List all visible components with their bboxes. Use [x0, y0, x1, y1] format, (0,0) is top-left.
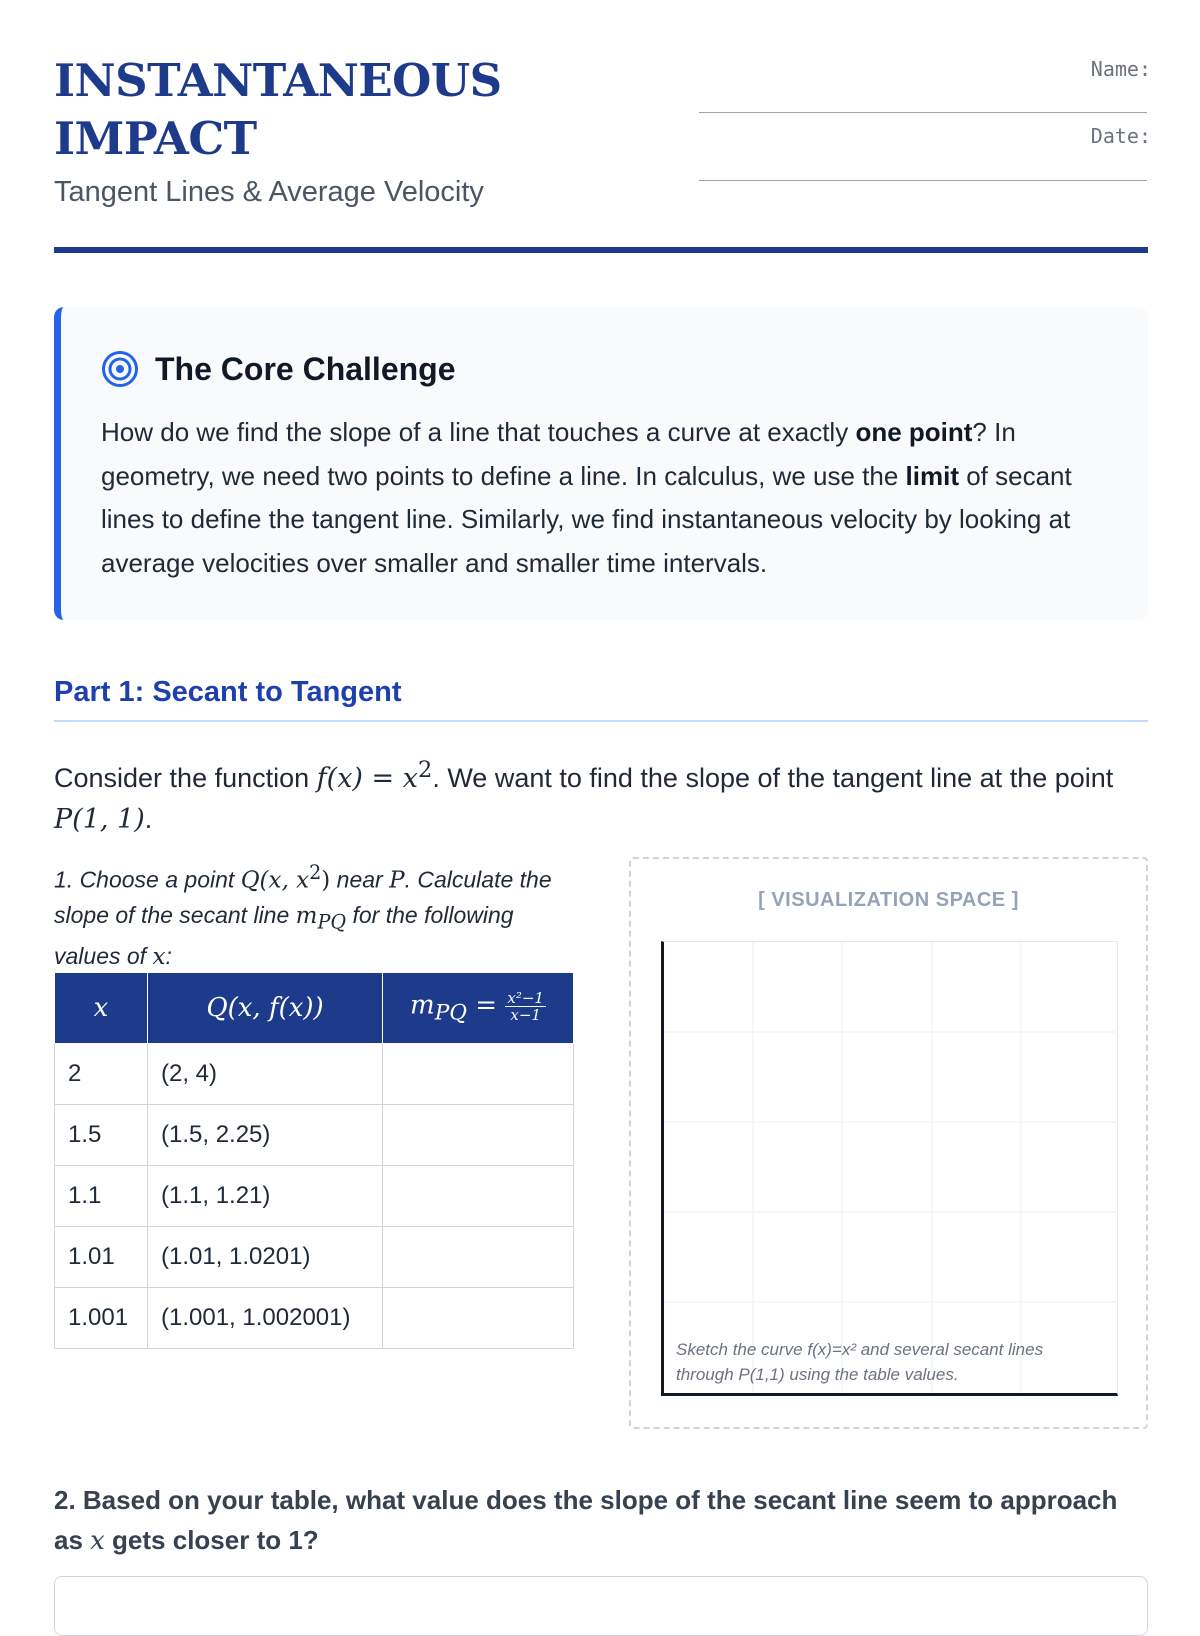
title-line-1: INSTANTANEOUS — [54, 54, 502, 107]
target-icon — [101, 350, 139, 388]
q1-text-5: : — [165, 943, 172, 970]
cell-point-q: (1.001, 1.002001) — [148, 1288, 383, 1349]
part-1-divider — [54, 720, 1148, 722]
cell-x: 2 — [55, 1044, 148, 1105]
callout-text-3: of secant lines to define the tangent line. Similarly, we find instantaneous velocity by looking at average velocities over smaller and smaller time intervals. — [101, 460, 1072, 578]
intro-text-3: . — [144, 804, 153, 834]
callout-title: The Core Challenge — [155, 350, 456, 387]
question-2-answer-box[interactable] — [54, 1576, 1148, 1636]
intro-text-1: Consider the function — [54, 763, 317, 793]
date-label: Date: — [1090, 124, 1151, 148]
q1-text-2: near — [330, 866, 390, 893]
column-header-q: Q(x, f(x)) — [148, 973, 383, 1044]
table-row — [55, 1044, 574, 1105]
part-1-heading: Part 1: Secant to Tangent — [54, 676, 402, 708]
sketch-instructions: Sketch the curve f(x)=x² and several secant lines through P(1,1) using the table values. — [676, 1340, 1044, 1384]
slope-header-equals: = — [467, 990, 506, 1021]
worksheet-subtitle: Tangent Lines & Average Velocity — [54, 176, 484, 208]
table-row — [55, 1288, 574, 1349]
q1-variable-x: x — [152, 944, 166, 971]
slope-formula-numerator: x²−1 — [507, 989, 544, 1008]
intro-text-2: . We want to find the slope of the tangent line at the point — [432, 763, 1114, 793]
q1-text-3: . Calculate the slope of the secant line — [54, 866, 552, 928]
cell-x: 1.5 — [55, 1105, 148, 1166]
question-2 — [54, 1480, 1148, 1561]
cell-slope-answer[interactable] — [383, 1227, 574, 1288]
table-row — [55, 1227, 574, 1288]
secant-slope-table — [54, 972, 574, 1349]
cell-point-q: (1.1, 1.21) — [148, 1166, 383, 1227]
q1-point-p: P — [389, 867, 405, 894]
column-header-slope — [383, 973, 574, 1044]
cell-point-q: (2, 4) — [148, 1044, 383, 1105]
intro-function: f(x) = x — [316, 763, 418, 794]
callout-body — [101, 411, 1108, 585]
title-line-2: IMPACT — [54, 112, 257, 165]
cell-point-q: (1.01, 1.0201) — [148, 1227, 383, 1288]
name-field[interactable] — [699, 112, 1147, 113]
header-divider — [54, 247, 1148, 253]
date-field[interactable] — [699, 180, 1147, 181]
q1-slope-symbol: m — [295, 902, 318, 929]
table-header-row — [55, 973, 574, 1044]
table-body — [55, 1044, 574, 1349]
cell-x: 1.01 — [55, 1227, 148, 1288]
name-label: Name: — [1090, 57, 1151, 81]
cell-point-q: (1.5, 2.25) — [148, 1105, 383, 1166]
column-header-x: x — [55, 973, 148, 1044]
slope-formula-fraction — [505, 990, 546, 1023]
visualization-label: [ VISUALIZATION SPACE ] — [758, 889, 1019, 911]
cell-slope-answer[interactable] — [383, 1044, 574, 1105]
intro-point: P(1, 1) — [54, 804, 145, 835]
q1-text-4: for the following values of — [54, 901, 514, 970]
q2-text-2: gets closer to 1? — [104, 1525, 319, 1555]
table-row — [55, 1166, 574, 1227]
q2-text-1: 2. Based on your table, what value does the slope of the secant line seem to approach as — [54, 1485, 1118, 1555]
slope-formula-denominator: x−1 — [510, 1006, 541, 1025]
core-challenge-callout — [54, 307, 1148, 620]
callout-emphasis-limit: limit — [905, 460, 959, 491]
slope-header-symbol: m — [410, 990, 435, 1021]
q1-slope-subscript: PQ — [317, 910, 347, 934]
cell-slope-answer[interactable] — [383, 1105, 574, 1166]
callout-emphasis-one-point: one point — [855, 417, 973, 447]
q1-point-q: Q(x, x — [240, 867, 310, 894]
slope-header-subscript: PQ — [434, 1000, 468, 1026]
cell-x: 1.1 — [55, 1166, 148, 1227]
cell-x: 1.001 — [55, 1288, 148, 1349]
question-1: 1. Choose a point Q(x, $x^2$) near P. Calculate the slope of the secant line $m_{PQ}$ for the following values of x: — [54, 861, 552, 971]
cell-slope-answer[interactable] — [383, 1166, 574, 1227]
cell-slope-answer[interactable] — [383, 1288, 574, 1349]
worksheet-title — [54, 52, 502, 168]
part-1-intro: Consider the function $f(x) = x^2$. We want to find the slope of the tangent line at the point P(1, 1). — [54, 757, 1114, 835]
callout-text-1: How do we find the slope of a line that touches a curve at exactly — [101, 417, 856, 447]
sketch-grid[interactable] — [661, 941, 1118, 1396]
table-row — [55, 1105, 574, 1166]
q2-variable-x: x — [90, 1526, 105, 1556]
callout-header — [101, 341, 1108, 397]
grid-lines — [664, 942, 1118, 1393]
callout-text-2: ? In geometry, we need two points to define a line. In calculus, we use the — [101, 417, 1016, 491]
q1-text-1: 1. Choose a point — [54, 866, 241, 893]
visualization-space — [629, 857, 1148, 1429]
